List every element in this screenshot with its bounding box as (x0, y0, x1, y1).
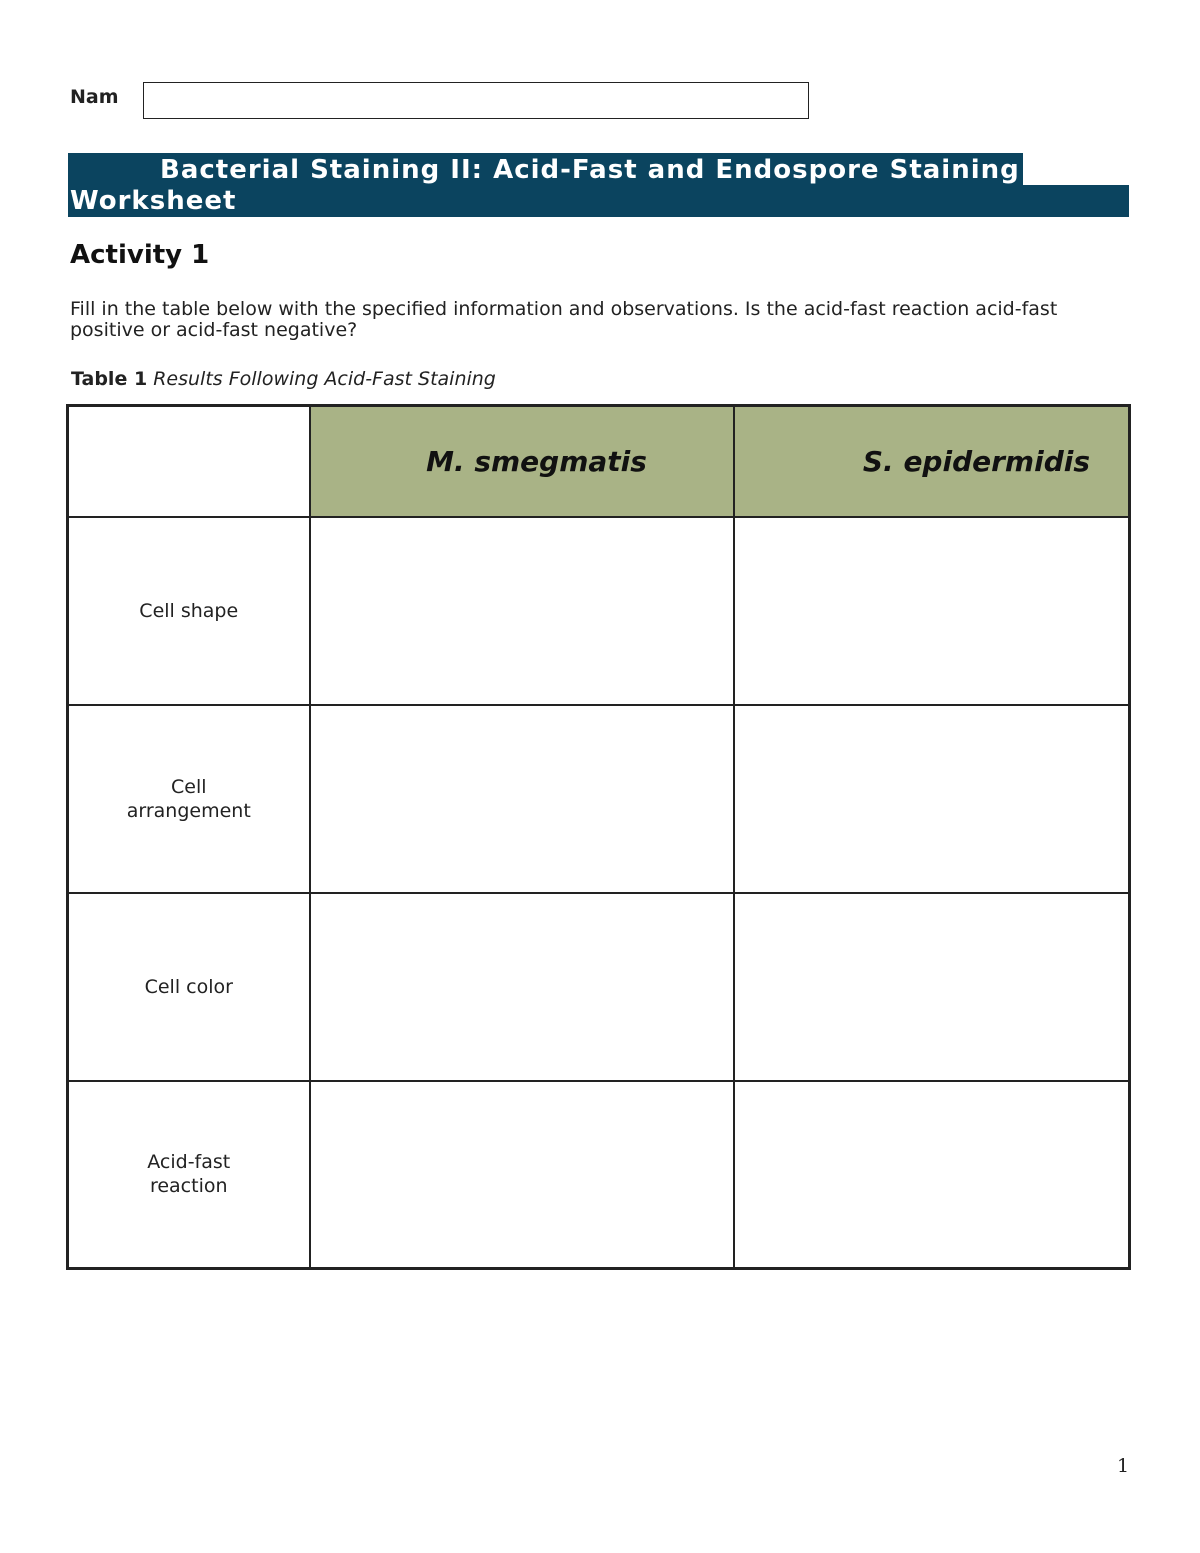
table-caption-label: Table 1 (71, 368, 148, 390)
activity-instructions: Fill in the table below with the specified information and observations. Is the acid-fast reaction acid-fast positive or acid-fast negative? (70, 298, 1058, 341)
row-label-cell-shape: Cell shape (68, 517, 310, 705)
column-header-m-smegmatis: M. smegmatis (310, 406, 734, 517)
row-label-cell-color: Cell color (68, 893, 310, 1081)
row-label-acid-fast-reaction-text: Acid-fast reaction (147, 1151, 231, 1198)
column-header-s-epidermidis: S. epidermidis (734, 406, 1130, 517)
table-row (68, 1081, 1130, 1269)
table-header-row (68, 406, 1130, 517)
worksheet-title-line2: Worksheet (70, 186, 237, 216)
activity-heading: Activity 1 (70, 240, 210, 270)
row-label-acid-fast-reaction (68, 1081, 310, 1269)
row-label-cell-arrangement (68, 705, 310, 893)
table-row (68, 705, 1130, 893)
results-table (66, 404, 1131, 1270)
answer-cell-cell-color-m-smegmatis[interactable] (310, 893, 734, 1081)
table-row (68, 893, 1130, 1081)
answer-cell-cell-arrangement-s-epidermidis[interactable] (734, 705, 1130, 893)
row-label-cell-arrangement-text: Cell arrangement (126, 775, 251, 822)
answer-cell-cell-shape-s-epidermidis[interactable] (734, 517, 1130, 705)
name-input[interactable] (143, 82, 809, 119)
table-row (68, 517, 1130, 705)
answer-cell-acid-fast-reaction-m-smegmatis[interactable] (310, 1081, 734, 1269)
table-corner-cell (68, 406, 310, 517)
answer-cell-cell-arrangement-m-smegmatis[interactable] (310, 705, 734, 893)
answer-cell-cell-shape-m-smegmatis[interactable] (310, 517, 734, 705)
answer-cell-acid-fast-reaction-s-epidermidis[interactable] (734, 1081, 1130, 1269)
answer-cell-cell-color-s-epidermidis[interactable] (734, 893, 1130, 1081)
name-label: Nam (70, 86, 119, 108)
page-number: 1 (1117, 1455, 1130, 1477)
table-caption (71, 368, 496, 390)
worksheet-title-line1: Bacterial Staining II: Acid-Fast and Endospore Staining (160, 155, 1020, 185)
table-caption-text: Results Following Acid-Fast Staining (153, 368, 496, 390)
